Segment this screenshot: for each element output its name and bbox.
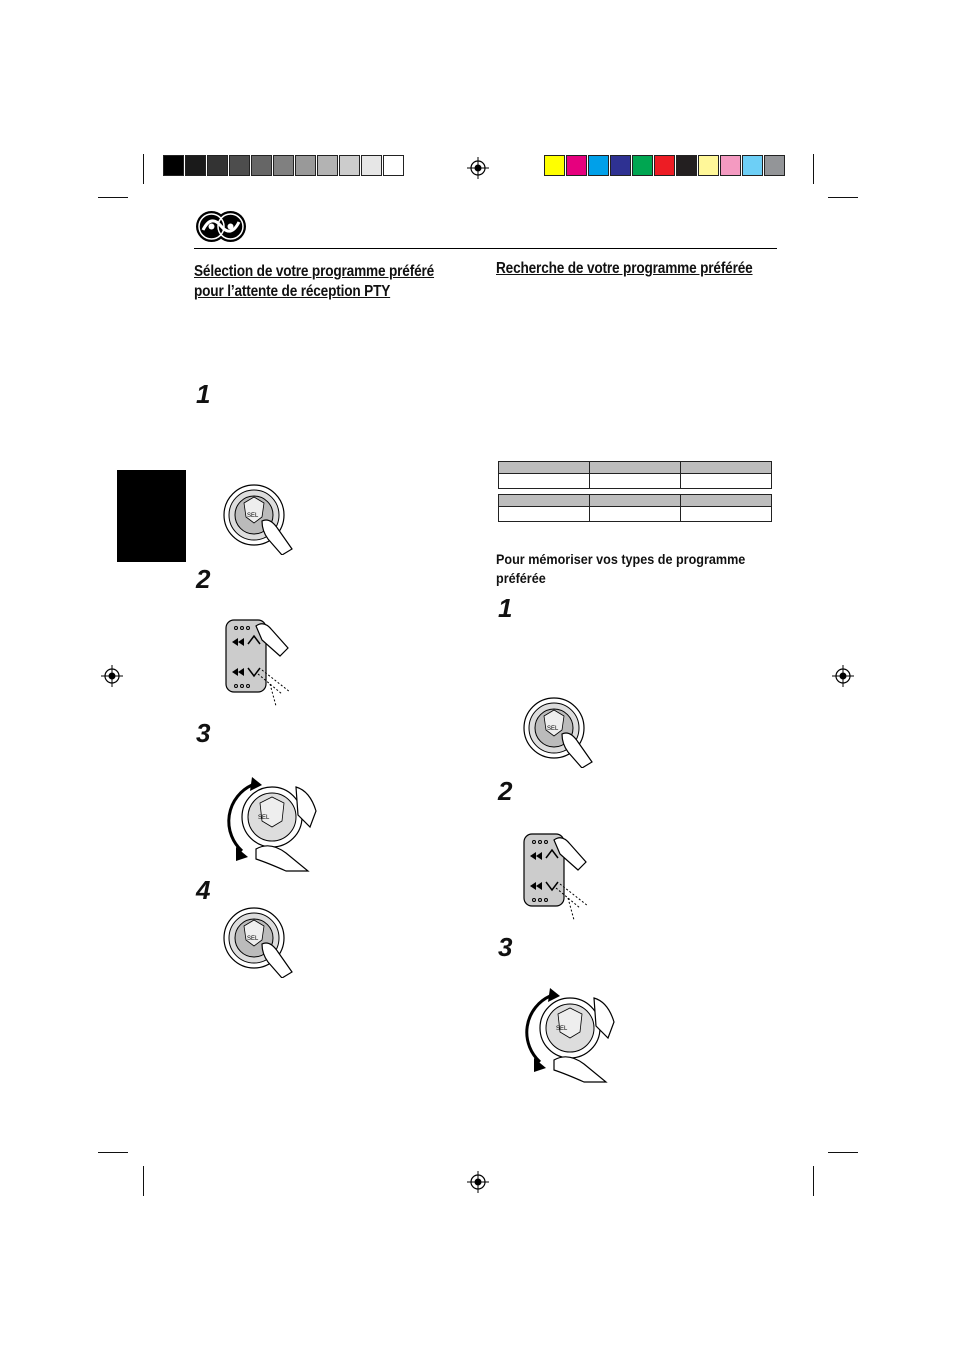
gray-swatch bbox=[229, 155, 250, 176]
color-swatch bbox=[654, 155, 675, 176]
right-heading: Recherche de votre programme préférée bbox=[496, 260, 753, 277]
gray-scale-bar bbox=[163, 155, 405, 176]
gray-swatch bbox=[251, 155, 272, 176]
right-step-number: 3 bbox=[498, 932, 513, 962]
color-bar bbox=[544, 155, 786, 176]
dial-press-illustration bbox=[222, 483, 302, 555]
right-step-number: 2 bbox=[498, 776, 513, 806]
memorize-subheading-line2: préférée bbox=[496, 570, 546, 586]
color-swatch bbox=[544, 155, 565, 176]
registration-mark-icon bbox=[832, 665, 854, 687]
right-step-number: 1 bbox=[498, 593, 513, 623]
crop-mark bbox=[98, 197, 128, 198]
dial-press-illustration bbox=[522, 696, 602, 768]
registration-mark-icon bbox=[467, 157, 489, 179]
left-heading-line1: Sélection de votre programme préféré bbox=[194, 263, 435, 280]
dial-press-illustration bbox=[222, 906, 302, 978]
gray-swatch bbox=[317, 155, 338, 176]
color-swatch bbox=[566, 155, 587, 176]
crop-mark bbox=[813, 154, 814, 184]
gray-swatch bbox=[273, 155, 294, 176]
sel-label: SEL bbox=[547, 726, 559, 732]
crop-mark bbox=[143, 154, 144, 184]
color-swatch bbox=[764, 155, 785, 176]
sel-label: SEL bbox=[556, 1026, 568, 1032]
sel-label: SEL bbox=[247, 936, 259, 942]
left-step-number: 3 bbox=[196, 718, 211, 748]
crop-mark bbox=[813, 1166, 814, 1196]
dial-rotate-illustration bbox=[222, 771, 322, 875]
registration-mark-icon bbox=[467, 1171, 489, 1193]
header-rule bbox=[194, 248, 777, 249]
language-side-tab bbox=[117, 470, 186, 562]
left-step-number: 4 bbox=[196, 875, 211, 905]
color-swatch bbox=[720, 155, 741, 176]
color-swatch bbox=[610, 155, 631, 176]
radio-data-system-icon bbox=[195, 210, 247, 243]
sel-label: SEL bbox=[247, 513, 259, 519]
color-swatch bbox=[588, 155, 609, 176]
crop-mark bbox=[828, 1152, 858, 1153]
registration-mark-icon bbox=[101, 665, 123, 687]
color-swatch bbox=[632, 155, 653, 176]
crop-mark bbox=[143, 1166, 144, 1196]
left-heading-line2: pour l’attente de réception PTY bbox=[194, 283, 391, 300]
left-step-number: 2 bbox=[196, 564, 211, 594]
pty-table-bottom bbox=[498, 494, 772, 522]
crop-mark bbox=[98, 1152, 128, 1153]
pty-table-top bbox=[498, 461, 772, 489]
color-swatch bbox=[742, 155, 763, 176]
gray-swatch bbox=[185, 155, 206, 176]
gray-swatch bbox=[383, 155, 404, 176]
sel-label: SEL bbox=[258, 815, 270, 821]
dial-rotate-illustration bbox=[520, 982, 620, 1086]
color-swatch bbox=[676, 155, 697, 176]
gray-swatch bbox=[361, 155, 382, 176]
gray-swatch bbox=[339, 155, 360, 176]
color-swatch bbox=[698, 155, 719, 176]
crop-mark bbox=[828, 197, 858, 198]
gray-swatch bbox=[295, 155, 316, 176]
gray-swatch bbox=[207, 155, 228, 176]
memorize-subheading-line1: Pour mémoriser vos types de programme bbox=[496, 551, 746, 567]
gray-swatch bbox=[163, 155, 184, 176]
up-down-button-illustration bbox=[522, 828, 602, 924]
up-down-button-illustration bbox=[224, 614, 304, 710]
left-step-number: 1 bbox=[196, 379, 211, 409]
